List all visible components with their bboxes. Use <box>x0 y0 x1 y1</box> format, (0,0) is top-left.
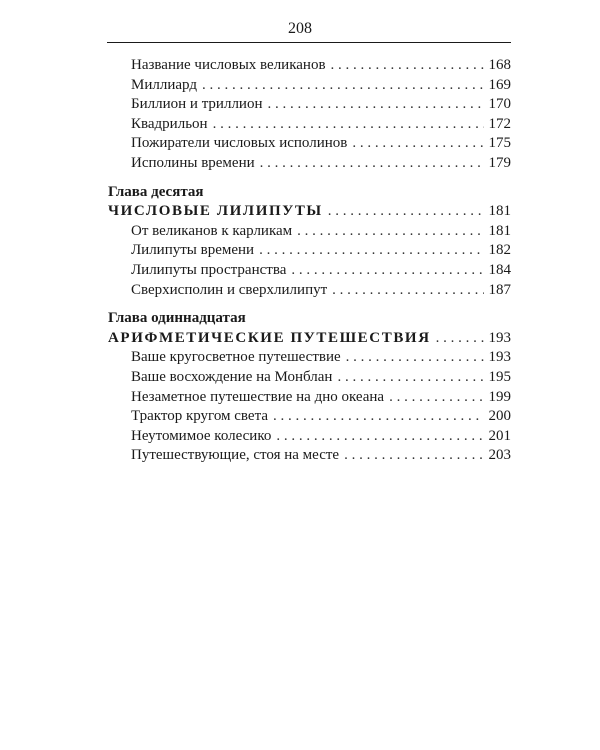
toc-entry <box>108 115 511 135</box>
toc-entry-title: Ваше восхождение на Монблан <box>131 368 333 385</box>
dot-leader <box>276 427 483 447</box>
toc-entry-page: 170 <box>488 96 511 113</box>
dot-leader <box>436 329 484 349</box>
chapter-page: 193 <box>488 329 511 346</box>
toc-entry <box>108 56 511 76</box>
dot-leader <box>337 368 483 388</box>
dot-leader <box>267 95 483 115</box>
chapter-title-row <box>108 329 511 349</box>
toc-entry-title: Путешествующие, стоя на месте <box>131 447 340 464</box>
toc-entry-page: 195 <box>488 368 511 385</box>
toc-entry-page: 201 <box>488 427 511 444</box>
toc-entry <box>108 76 511 96</box>
toc-entry-page: 179 <box>488 154 511 171</box>
toc-entry-page: 199 <box>488 388 511 405</box>
chapter-label: Глава одиннадцатая <box>108 310 246 327</box>
toc-entry-title: Лилипуты времени <box>131 242 255 259</box>
chapter-title: АРИФМЕТИЧЕСКИЕ ПУТЕШЕСТВИЯ <box>108 329 431 346</box>
toc-entry-page: 187 <box>488 281 511 298</box>
toc-entry <box>108 427 511 447</box>
toc-entry <box>108 222 511 242</box>
dot-leader <box>260 154 484 174</box>
toc-entry <box>108 446 511 466</box>
toc-entry-title: Квадрильон <box>131 115 208 132</box>
dot-leader <box>259 241 483 261</box>
dot-leader <box>291 261 483 281</box>
toc-entry-page: 181 <box>488 222 511 239</box>
toc-entry-title: Лилипуты пространства <box>131 261 287 278</box>
chapter-page: 181 <box>488 203 511 220</box>
toc-entry <box>108 261 511 281</box>
dot-leader <box>344 446 483 466</box>
toc-entry-page: 203 <box>488 447 511 464</box>
dot-leader <box>273 407 484 427</box>
toc-entry-title: Трактор кругом света <box>131 408 268 425</box>
toc-entry <box>108 134 511 154</box>
toc-entry <box>108 95 511 115</box>
toc-entry <box>108 241 511 261</box>
toc-entry-title: Незаметное путешествие на дно океана <box>131 388 385 405</box>
toc-entry <box>108 281 511 301</box>
chapter-title: ЧИСЛОВЫЕ ЛИЛИПУТЫ <box>108 203 323 220</box>
page-number: 208 <box>288 20 312 37</box>
toc-entry-title: Исполины времени <box>131 154 255 171</box>
toc-entry-title: Пожиратели числовых исполинов <box>131 135 348 152</box>
toc-entry-title: Сверхисполин и сверхлилипут <box>131 281 328 298</box>
dot-leader <box>297 222 483 242</box>
toc-entry-title: Название числовых великанов <box>131 57 326 73</box>
toc-entry-page: 182 <box>488 242 511 259</box>
dot-leader <box>328 202 484 222</box>
header-rule <box>107 42 511 43</box>
dot-leader <box>331 56 484 76</box>
toc-entry <box>108 407 511 427</box>
toc-entry-page: 172 <box>488 115 511 132</box>
table-of-contents <box>108 56 511 466</box>
toc-entry-page: 175 <box>488 135 511 152</box>
dot-leader <box>213 115 484 135</box>
toc-entry-title: От великанов к карликам <box>131 222 293 239</box>
dot-leader <box>332 281 483 301</box>
toc-entry <box>108 368 511 388</box>
dot-leader <box>346 348 484 368</box>
toc-entry-title: Биллион и триллион <box>131 96 263 113</box>
dot-leader <box>202 76 484 96</box>
toc-entry-page: 193 <box>488 349 511 366</box>
toc-entry <box>108 348 511 368</box>
toc-entry-page: 184 <box>488 261 511 278</box>
toc-entry-page: 169 <box>488 76 511 93</box>
chapter-label: Глава десятая <box>108 183 204 200</box>
toc-entry-title: Ваше кругосветное путешествие <box>131 349 341 366</box>
toc-entry <box>108 154 511 174</box>
toc-entry <box>108 388 511 408</box>
toc-entry-title: Неутомимое колесико <box>131 427 272 444</box>
chapter-title-row <box>108 202 511 222</box>
dot-leader <box>352 134 483 154</box>
toc-entry-title: Миллиард <box>131 76 197 93</box>
dot-leader <box>389 388 483 408</box>
toc-entry-page: 200 <box>488 408 511 425</box>
toc-entry-page: 168 <box>488 57 511 73</box>
